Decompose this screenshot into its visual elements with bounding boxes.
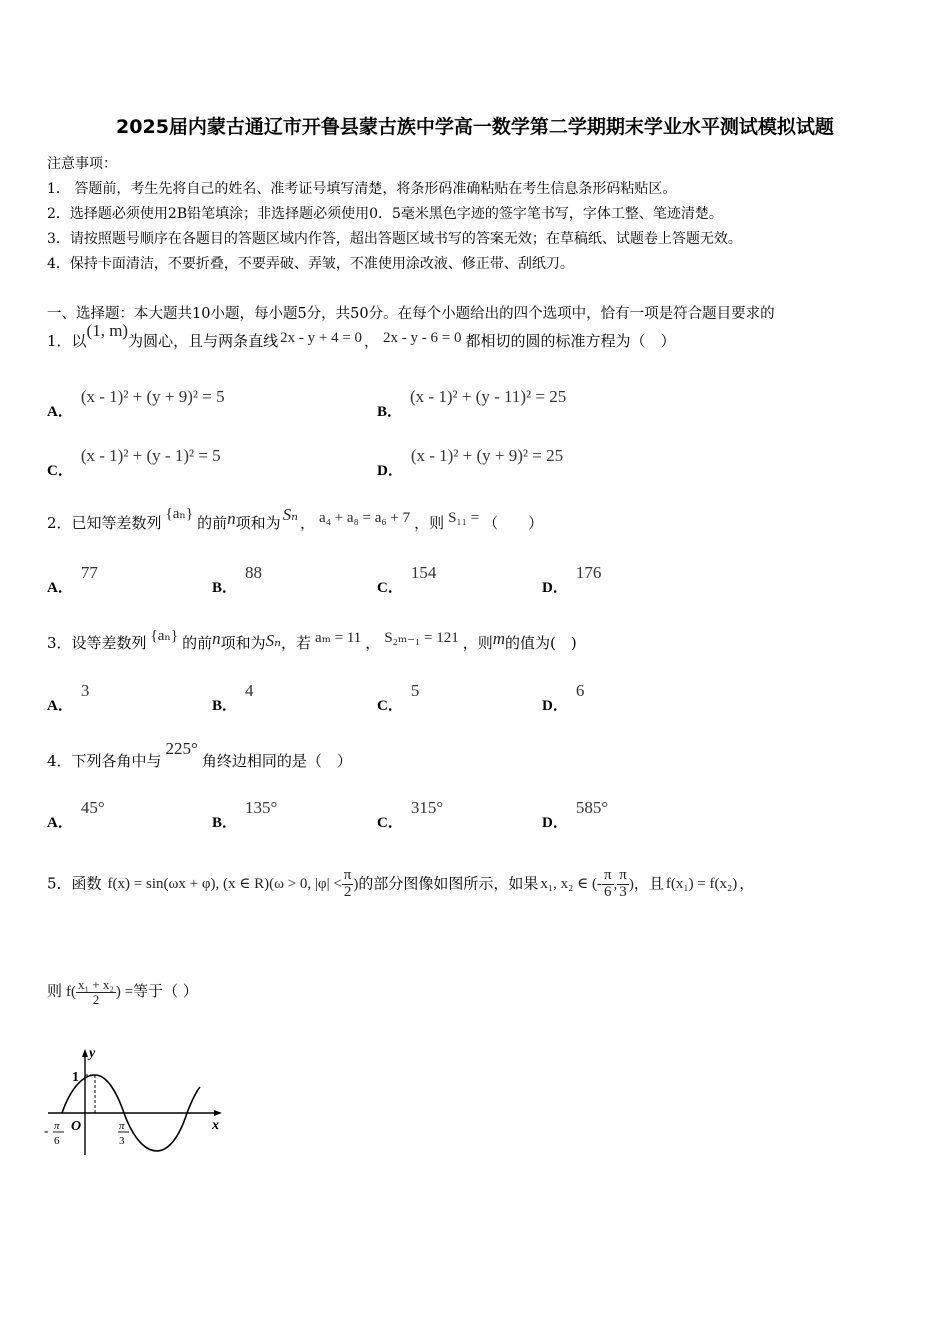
q2-target: S₁₁ = (448, 510, 480, 526)
tick-pi: π (119, 1120, 125, 1132)
q4-option-c[interactable]: C．315° (377, 798, 444, 831)
q1-comma: ， (364, 332, 380, 350)
notice-item-2: 2．选择题必须使用2B铅笔填涂；非选择题必须使用0．5毫米黑色字迹的签字笔书写，字体工整、笔迹清楚。 (47, 206, 723, 222)
q3-cond-1: aₘ = 11 (315, 630, 362, 646)
q2-option-b[interactable]: B．88 (212, 563, 263, 596)
q2-sum: Sₙ (282, 505, 299, 524)
y-axis-arrow (82, 1049, 88, 1057)
q4-option-d[interactable]: D．585° (542, 798, 609, 831)
q5-function: f(x) = sin(ωx + φ), (x ∈ R)(ω > 0, |φ| < (107, 876, 342, 893)
tick-three: 3 (119, 1135, 125, 1147)
q4-option-b[interactable]: B．135° (212, 798, 278, 831)
q3-option-a[interactable]: A．3 (47, 681, 90, 714)
q1-number: 1．以 (47, 332, 87, 350)
q1-option-b[interactable]: B．(x - 1)² + (y - 11)² = 25 (377, 387, 567, 420)
tick-neg-six: 6 (54, 1135, 60, 1147)
question-2: 2．已知等差数列 {aₙ} 的前n项和为 Sₙ ， a₄ + a₈ = a₆ + 7 ，则 S₁₁ = （ ） (47, 505, 544, 532)
q5-midpoint-frac: $\frac{\text{x₁ + x₂}}{2}$ (78, 977, 114, 1007)
q2-option-c[interactable]: C．154 (377, 563, 437, 596)
notice-item-4: 4．保持卡面清洁，不要折叠，不要弄破、弄皱，不准使用涂改液、修正带、刮纸刀。 (47, 256, 574, 272)
question-1 (47, 321, 676, 351)
sine-graph (40, 1040, 230, 1160)
section-heading: 一、选择题：本大题共10小题，每小题5分，共50分。在每个小题给出的四个选项中，恰有一项是符合题目要求的 (47, 306, 775, 322)
q1-text-2: 都相切的圆的标准方程为（ ） (465, 332, 676, 350)
q3-number: 3．设等差数列 (47, 634, 147, 652)
q2-option-a[interactable]: A．77 (47, 563, 98, 596)
q2-number: 2．已知等差数列 (47, 514, 162, 532)
q3-option-d[interactable]: D．6 (542, 681, 585, 714)
notice-item-3: 3．请按照题号顺序在各题目的答题区域内作答，超出答题区域书写的答案无效；在草稿纸、试题卷上答题无效。 (47, 231, 742, 247)
q1-option-c[interactable]: C．(x - 1)² + (y - 1)² = 5 (47, 446, 221, 479)
question-5: 5．函数 f(x) = sin(ωx + φ), (x ∈ R)(ω > 0, |φ| < $\frac{\pi}{2}$ )的部分图像如图所示，如果 x₁, x₂ ∈ (- $\frac{\pi}{6}$ , $\frac{\pi}{3}$ )，且 f(x₁) = f(x₂) ， (47, 867, 755, 900)
q3-option-c[interactable]: C．5 (377, 681, 420, 714)
q4-option-a[interactable]: A．45° (47, 798, 105, 831)
q1-line-1: 2x - y + 4 = 0 (280, 330, 363, 346)
q2-condition: a₄ + a₈ = a₆ + 7 (319, 510, 411, 526)
q4-angle: 225° (165, 739, 198, 758)
q1-option-a[interactable]: A．(x - 1)² + (y + 9)² = 5 (47, 387, 225, 420)
tick-neg-pi: π (54, 1120, 60, 1132)
question-4: 4．下列各角中与225°角终边相同的是（ ） (47, 739, 352, 770)
tick-one: 1 (72, 1070, 79, 1085)
q5-frac-pi-6: $\frac{\pi}{6}$ (603, 867, 612, 900)
x-axis-arrow (214, 1110, 222, 1116)
question-3: 3．设等差数列 {aₙ} 的前n项和为Sₙ，若 aₘ = 11 ， S₂ₘ₋₁ = 121 ，则m的值为( ) (47, 628, 577, 652)
q5-frac-pi-3: $\frac{\pi}{3}$ (619, 867, 627, 900)
page-title: 2025届内蒙古通辽市开鲁县蒙古族中学高一数学第二学期期末学业水平测试模拟试题 (116, 116, 834, 138)
q2-n: n (227, 509, 236, 528)
q5-xs: x₁, x₂ ∈ (- (540, 876, 602, 893)
q1-option-d[interactable]: D．(x - 1)² + (y + 9)² = 25 (377, 446, 564, 479)
q3-sequence: {aₙ} (150, 628, 179, 644)
q4-number: 4．下列各角中与 (47, 752, 162, 770)
q2-option-d[interactable]: D．176 (542, 563, 602, 596)
y-label: y (89, 1046, 96, 1061)
q3-option-b[interactable]: B．4 (212, 681, 254, 714)
q2-sequence: {aₙ} (165, 506, 194, 522)
q1-line-2: 2x - y - 6 = 0 (383, 330, 462, 346)
q5-frac-pi-2: $\frac{\pi}{2}$ (343, 867, 352, 900)
x-label: x (212, 1118, 219, 1133)
q5-equality: f(x₁) = f(x₂) (665, 876, 738, 893)
q5-number: 5．函数 (47, 874, 102, 893)
neg-sign: - (44, 1123, 49, 1138)
q1-center: (1, m) (86, 321, 129, 340)
q3-cond-2: S₂ₘ₋₁ = 121 (384, 630, 459, 646)
notice-heading: 注意事项： (47, 156, 117, 172)
origin-label: O (71, 1119, 82, 1134)
notice-item-1: 1． 答题前，考生先将自己的姓名、准考证号填写清楚，将条形码准确粘贴在考生信息条形码粘贴区。 (47, 181, 677, 197)
question-5-continued: 则 f( $\frac{\text{x₁ + x₂}}{2}$ ) =等于（ ） (47, 977, 198, 1007)
q1-text-1: 为圆心，且与两条直线 (128, 332, 279, 350)
